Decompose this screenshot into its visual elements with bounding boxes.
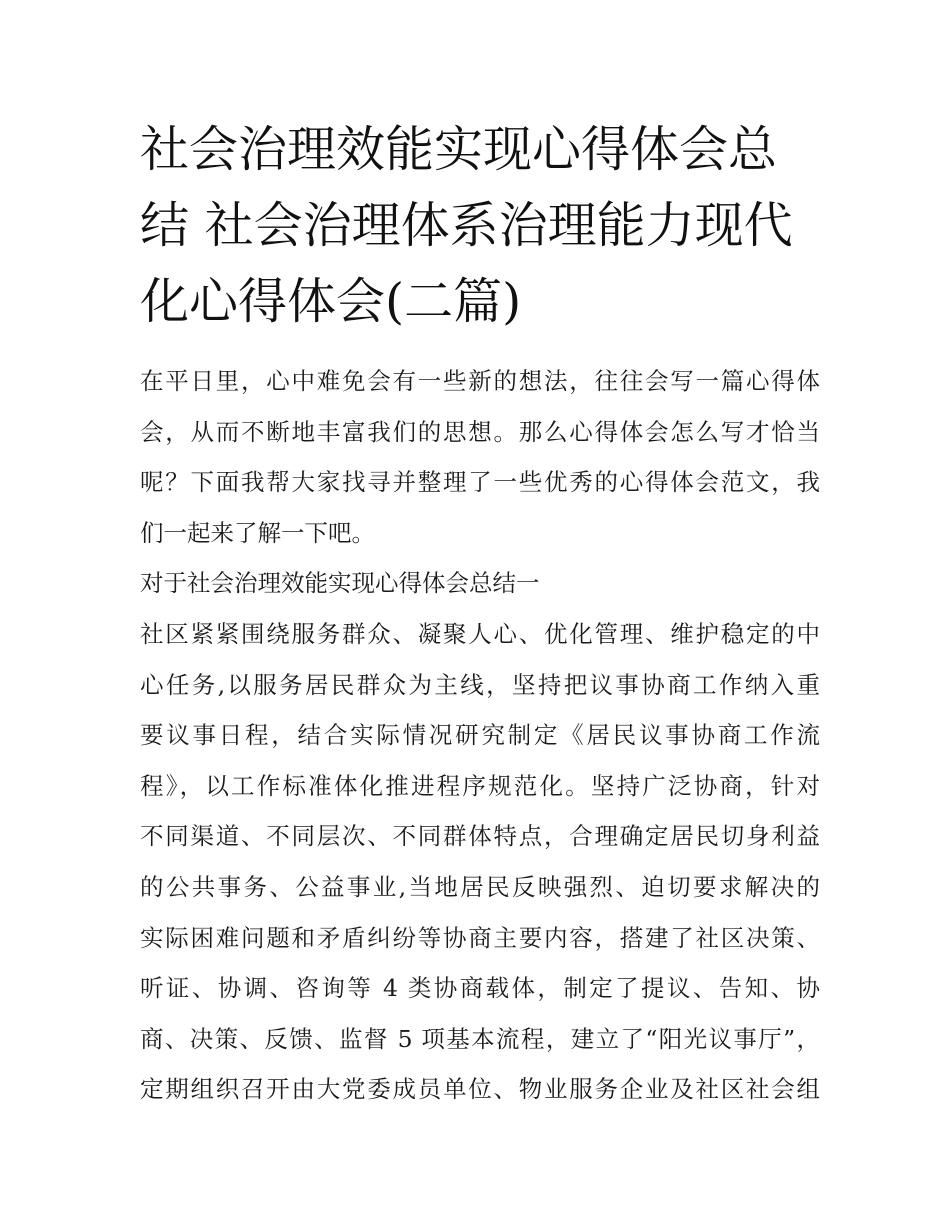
paragraph-line: 社区紧紧围绕服务群众、凝聚人心、优化管理、维护稳定的中 (140, 619, 820, 648)
paragraph-line: 心任务,以服务居民群众为主线，坚持把议事协商工作纳入重 (140, 670, 820, 699)
document-body (140, 356, 820, 1115)
document-title (140, 112, 820, 340)
paragraph-line: 听证、协调、咨询等 4 类协商载体，制定了提议、告知、协 (140, 974, 820, 1003)
paragraph-line: 商、决策、反馈、监督 5 项基本流程，建立了“阳光议事厅”， (140, 1024, 820, 1053)
intro-line: 在平日里，心中难免会有一些新的想法，往往会写一篇心得体 (140, 367, 820, 395)
title-line: 社会治理效能实现心得体会总 (140, 121, 778, 178)
intro-line: 呢？下面我帮大家找寻并整理了一些优秀的心得体会范文，我 (140, 468, 820, 497)
intro-line: 们一起来了解一下吧。 (140, 518, 375, 547)
paragraph-line: 不同渠道、不同层次、不同群体特点，合理确定居民切身利益 (140, 822, 820, 851)
title-line: 结 社会治理体系治理能力现代 (140, 197, 793, 254)
paragraph-line: 要议事日程，结合实际情况研究制定《居民议事协商工作流 (140, 721, 820, 750)
paragraph-line: 程》，以工作标准体化推进程序规范化。坚持广泛协商，针对 (140, 771, 820, 800)
intro-line: 会，从而不断地丰富我们的思想。那么心得体会怎么写才恰当 (140, 417, 820, 446)
paragraph-line: 的公共事务、公益事业,当地居民反映强烈、迫切要求解决的 (140, 872, 820, 901)
section-heading: 对于社会治理效能实现心得体会总结一 (140, 569, 540, 598)
paragraph-line: 实际困难问题和矛盾纠纷等协商主要内容，搭建了社区决策、 (140, 923, 820, 952)
paragraph-line: 定期组织召开由大党委成员单位、物业服务企业及社区社会组 (140, 1075, 820, 1104)
title-line: 化心得体会(二篇) (140, 273, 522, 330)
